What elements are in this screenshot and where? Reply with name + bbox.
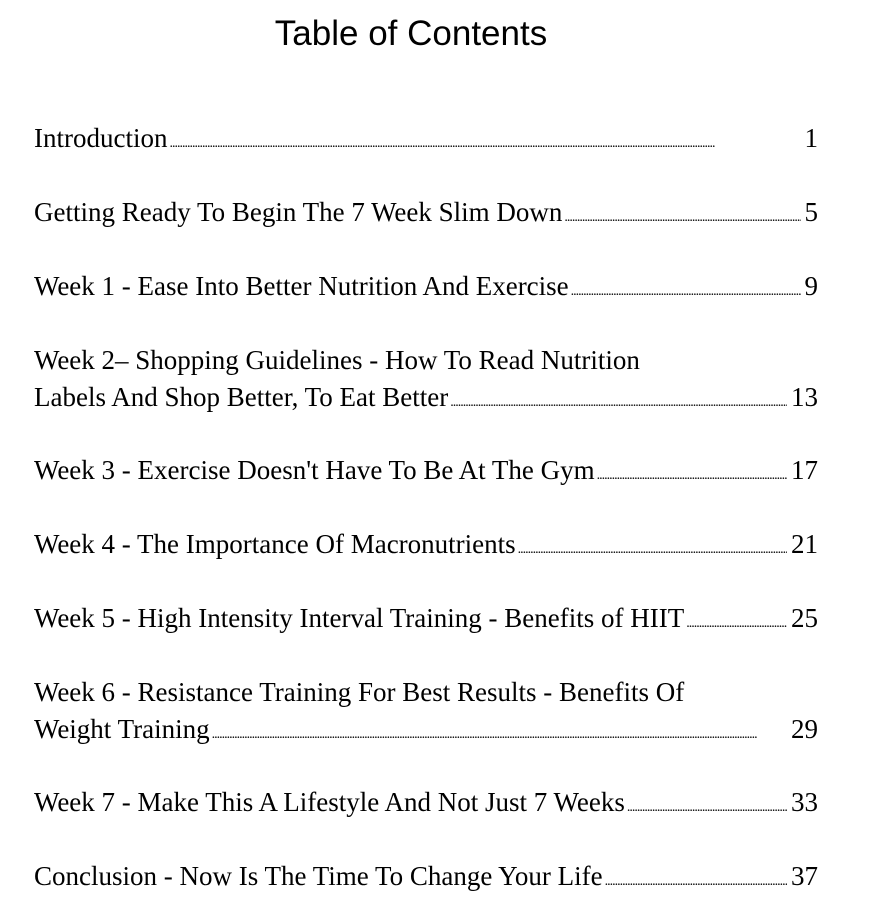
toc-entry-title: Weight Training (34, 714, 210, 744)
dot-leader (571, 273, 801, 310)
toc-entry-title-line-1: Week 2– Shopping Guidelines - How To Read Nutrition (34, 345, 640, 375)
toc-entry-week-4[interactable] (34, 526, 818, 568)
toc-entry-line (34, 858, 818, 900)
toc-entry-week-3[interactable] (34, 452, 818, 494)
dot-leader (564, 199, 800, 236)
toc-entry-line (34, 194, 818, 236)
toc-page-number: 37 (791, 861, 818, 891)
toc-entry-title: Week 5 - High Intensity Interval Training - Benefits of HIIT (34, 603, 685, 633)
toc-page-number: 9 (804, 271, 818, 301)
toc-entry-line (34, 526, 818, 568)
toc-page-number: 5 (804, 197, 818, 227)
toc-entry-week-1[interactable] (34, 268, 818, 310)
toc-entry-week-2[interactable] (34, 342, 818, 421)
toc-entry-line (34, 711, 818, 753)
dot-leader (212, 716, 787, 753)
toc-entry-title: Week 7 - Make This A Lifestyle And Not Just 7 Weeks (34, 787, 625, 817)
toc-entry-title: Conclusion - Now Is The Time To Change Your Life (34, 861, 603, 891)
dot-leader (627, 789, 787, 826)
toc-page-number: 29 (791, 714, 818, 744)
toc-entry-getting-ready[interactable] (34, 194, 818, 236)
dot-leader (597, 457, 787, 494)
toc-entry-line (34, 120, 818, 162)
toc-entry-line (34, 600, 818, 642)
toc-page-number: 33 (791, 787, 818, 817)
dot-leader (686, 605, 787, 642)
toc-page-number: 13 (791, 382, 818, 412)
toc-entry-introduction[interactable] (34, 120, 818, 162)
toc-entry-week-6[interactable] (34, 674, 818, 753)
toc-entry-week-7[interactable] (34, 784, 818, 826)
toc-entry-line (34, 268, 818, 310)
toc-page-number: 21 (791, 529, 818, 559)
dot-leader (518, 531, 787, 568)
toc-entry-title-line-1: Week 6 - Resistance Training For Best Results - Benefits Of (34, 677, 685, 707)
toc-page-number: 1 (804, 123, 818, 153)
toc-entry-title: Labels And Shop Better, To Eat Better (34, 382, 449, 412)
dot-leader (450, 384, 787, 421)
page-title: Table of Contents (274, 14, 548, 53)
toc-page-number: 25 (791, 603, 818, 633)
toc-entry-title: Week 4 - The Importance Of Macronutrients (34, 529, 516, 559)
dot-leader (169, 125, 800, 162)
toc-page-number: 17 (791, 455, 818, 485)
dot-leader (605, 863, 787, 900)
toc-entry-line (34, 784, 818, 826)
toc-entry-week-5[interactable] (34, 600, 818, 642)
toc-entry-title: Getting Ready To Begin The 7 Week Slim Down (34, 197, 563, 227)
toc-entry-title: Introduction (34, 123, 168, 153)
toc-entry-line (34, 379, 818, 421)
toc-entry-title: Week 3 - Exercise Doesn't Have To Be At The Gym (34, 455, 595, 485)
toc-entry-title: Week 1 - Ease Into Better Nutrition And Exercise (34, 271, 569, 301)
toc-entry-conclusion[interactable] (34, 858, 818, 900)
toc-entry-line (34, 452, 818, 494)
